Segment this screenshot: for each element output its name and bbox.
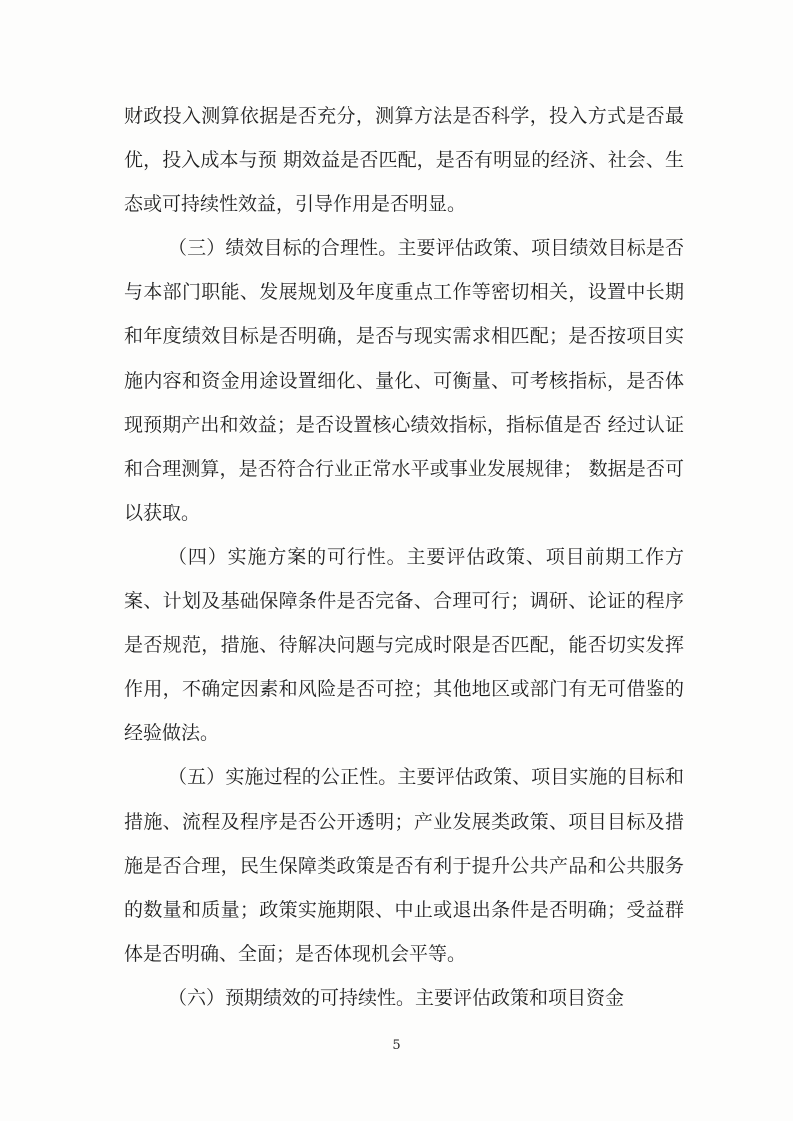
paragraph-plan-feasibility: （四）实施方案的可行性。主要评估政策、项目前期工作方案、计划及基础保障条件是否完备、合理可行；调研、论证的程序是否规范，措施、待解决问题与完成时限是否匹配，能否切实发挥作用，不确定因素和风险是否可控；其他地区或部门有无可借鉴的经验做法。 xyxy=(124,545,684,745)
document-body xyxy=(124,94,684,1020)
page-number: 5 xyxy=(392,1038,401,1053)
paragraph-goal-rationality: （三）绩效目标的合理性。主要评估政策、项目绩效目标是否与本部门职能、发展规划及年度重点工作等密切相关，设置中长期和年度绩效目标是否明确，是否与现实需求相匹配；是否按项目实施内容和资金用途设置细化、量化、可衡量、可考核指标，是否体现预期产出和效益；是否设置核心绩效指标，指标值是否 经过认证和合理测算，是否符合行业正常水平或事业发展规律； 数据是否可以获取。 xyxy=(124,237,684,524)
paragraph-process-fairness: （五）实施过程的公正性。主要评估政策、项目实施的目标和措施、流程及程序是否公开透明；产业发展类政策、项目目标及措施是否合理，民生保障类政策是否有利于提升公共产品和公共服务的数量和质量；政策实施期限、中止或退出条件是否明确；受益群体是否明确、全面；是否体现机会平等。 xyxy=(124,766,684,965)
paragraph-performance-sustainability: （六）预期绩效的可持续性。主要评估政策和项目资金 xyxy=(168,986,625,1009)
paragraph-continuation: 财政投入测算依据是否充分，测算方法是否科学，投入方式是否最优，投入成本与预 期效益是否匹配，是否有明显的经济、社会、生态或可持续性效益，引导作用是否明显。 xyxy=(124,105,684,216)
